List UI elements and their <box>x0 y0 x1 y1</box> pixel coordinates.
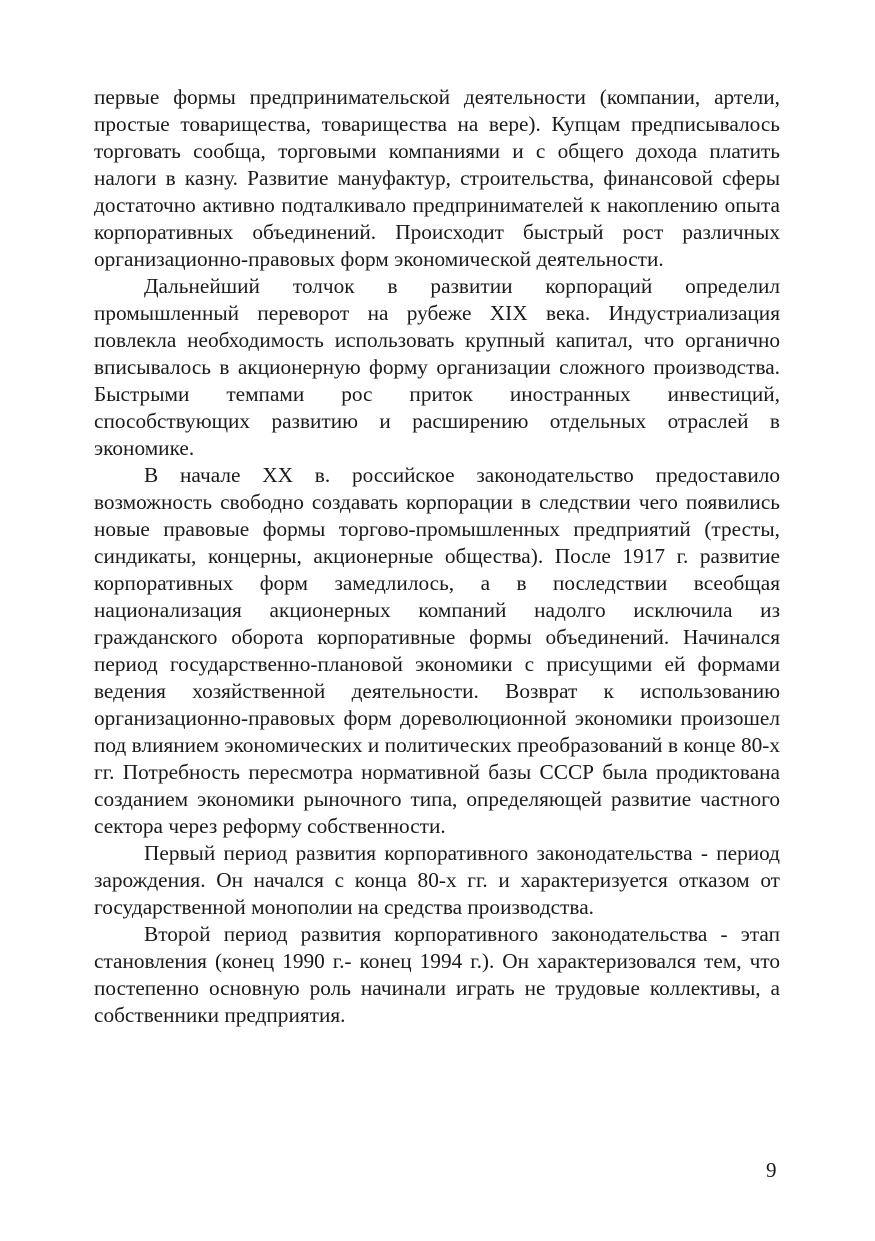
paragraph-4: Первый период развития корпоративного законодательства - период зарождения. Он начался с конца 80-х гг. и характеризуется отказом от государственной монополии на средства производства. <box>94 841 780 919</box>
paragraph-1: первые формы предпринимательской деятельности (компании, артели, простые товарищества, товарищества на вере). Купцам предписывалось торговать сообща, торговыми компаниями и с общего дохода платить налоги в казну. Развитие мануфактур, строительства, финансовой сферы достаточно активно подталкивало предпринимателей к накоплению опыта корпоративных объединений. Происходит быстрый рост различных организационно-правовых форм экономической деятельности. <box>94 85 780 271</box>
paragraph-2: Дальнейший толчок в развитии корпораций определил промышленный переворот на рубеже XIX века. Индустриализация повлекла необходимость использовать крупный капитал, что органично вписывалось в акционерную форму организации сложного производства. Быстрыми темпами рос приток иностранных инвестиций, способствующих развитию и расширению отдельных отраслей в экономике. <box>94 274 780 460</box>
paragraph-3: В начале XX в. российское законодательство предоставило возможность свободно создавать корпорации в следствии чего появились новые правовые формы торгово-промышленных предприятий (тресты, синдикаты, концерны, акционерные общества). После 1917 г. развитие корпоративных форм замедлилось, а в последствии всеобщая национализация акционерных компаний надолго исключила из гражданского оборота корпоративные формы объединений. Начинался период государственно-плановой экономики с присущими ей формами ведения хозяйственной деятельности. Возврат к использованию организационно-правовых форм дореволюционной экономики произошел под влиянием экономических и политических преобразований в конце 80-х гг. Потребность пересмотра нормативной базы СССР была продиктована созданием экономики рыночного типа, определяющей развитие частного сектора через реформу собственности. <box>94 463 780 838</box>
page-number: 9 <box>766 1158 777 1182</box>
paragraph-5: Второй период развития корпоративного законодательства - этап становления (конец 1990 г.- конец 1994 г.). Он характеризовался тем, что постепенно основную роль начинали играть не трудовые коллективы, а собственники предприятия. <box>94 922 780 1027</box>
document-body <box>94 84 780 1029</box>
